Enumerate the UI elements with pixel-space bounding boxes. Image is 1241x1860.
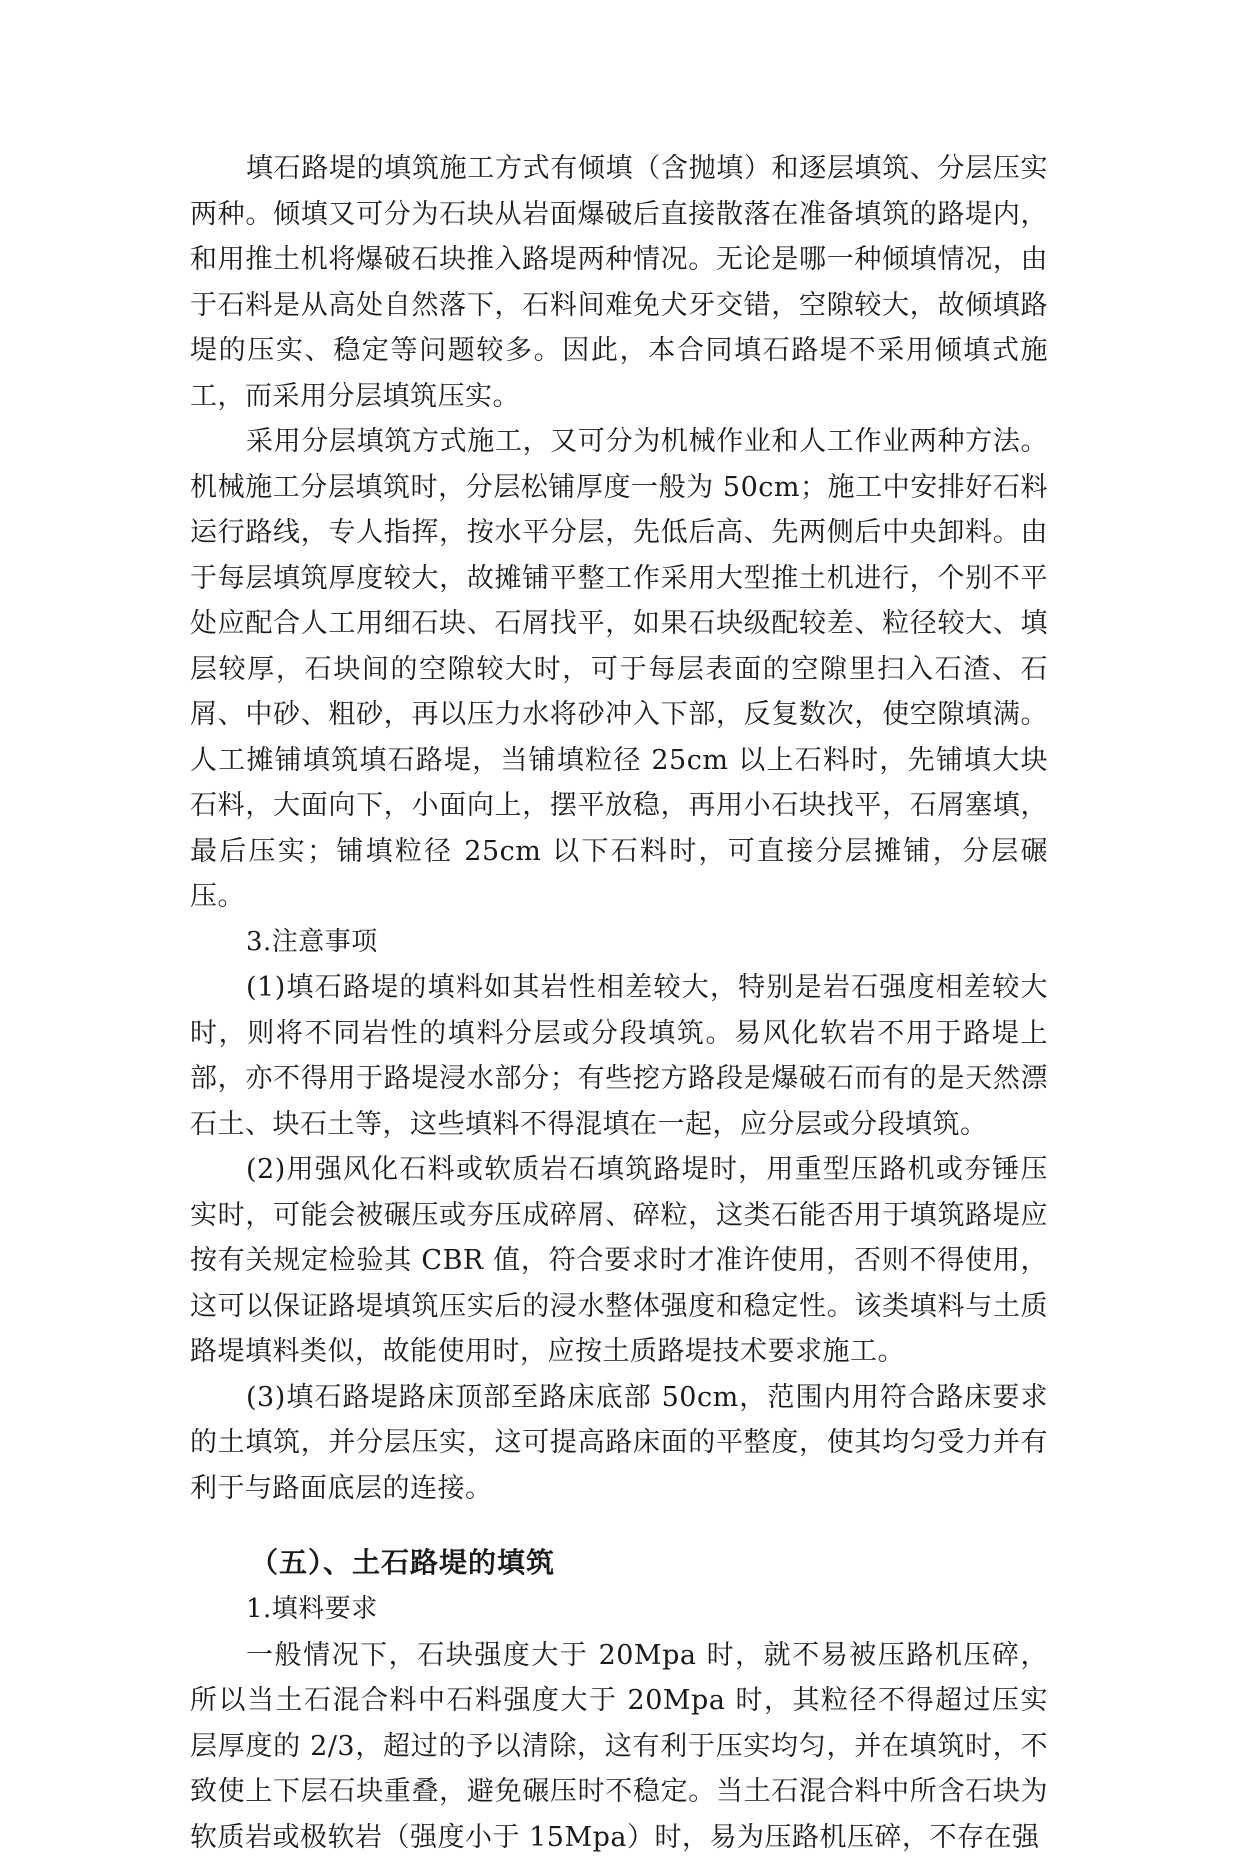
fill-requirements-heading: 1.填料要求	[190, 1587, 1048, 1633]
paragraph-fill-requirements: 一般情况下，石块强度大于 20Mpa 时，就不易被压路机压碎，所以当土石混合料中石料强度大于 20Mpa 时，其粒径不得超过压实层厚度的 2/3，超过的予以清除，这有利于压实均匀，并在填筑时，不致使上下层石块重叠，避免碾压时不稳定。当土石混合料中所含石块为软质岩或极软岩（强度小于 15Mpa）时，易为压路机压碎，不存在强	[190, 1633, 1048, 1860]
document-body	[190, 146, 1048, 1860]
paragraph-dump-fill-methods: 填石路堤的填筑施工方式有倾填（含抛填）和逐层填筑、分层压实两种。倾填又可分为石块从岩面爆破后直接散落在准备填筑的路堤内，和用推土机将爆破石块推入路堤两种情况。无论是哪一种倾填情况，由于石料是从高处自然落下，石料间难免犬牙交错，空隙较大，故倾填路堤的压实、稳定等问题较多。因此，本合同填石路堤不采用倾填式施工，而采用分层填筑压实。	[190, 146, 1048, 419]
note-item-3: (3)填石路堤路床顶部至路床底部 50cm，范围内用符合路床要求的土填筑，并分层压实，这可提高路床面的平整度，使其均匀受力并有利于与路面底层的连接。	[190, 1375, 1048, 1512]
note-item-1: (1)填石路堤的填料如其岩性相差较大，特别是岩石强度相差较大时，则将不同岩性的填料分层或分段填筑。易风化软岩不用于路堤上部，亦不得用于路堤浸水部分；有些挖方路段是爆破石而有的是天然漂石土、块石土等，这些填料不得混填在一起，应分层或分段填筑。	[190, 965, 1048, 1147]
paragraph-layered-fill: 采用分层填筑方式施工，又可分为机械作业和人工作业两种方法。机械施工分层填筑时，分层松铺厚度一般为 50cm；施工中安排好石料运行路线，专人指挥，按水平分层，先低后高、先两侧后中央卸料。由于每层填筑厚度较大，故摊铺平整工作采用大型推土机进行，个别不平处应配合人工用细石块、石屑找平，如果石块级配较差、粒径较大、填层较厚，石块间的空隙较大时，可于每层表面的空隙里扫入石渣、石屑、中砂、粗砂，再以压力水将砂冲入下部，反复数次，使空隙填满。人工摊铺填筑填石路堤，当铺填粒径 25cm 以上石料时，先铺填大块石料，大面向下，小面向上，摆平放稳，再用小石块找平，石屑塞填，最后压实；铺填粒径 25cm 以下石料时，可直接分层摊铺，分层碾压。	[190, 419, 1048, 920]
notes-heading: 3.注意事项	[190, 920, 1048, 966]
section-spacer	[190, 1511, 1048, 1539]
section-heading: （五）、土石路堤的填筑	[190, 1539, 1048, 1587]
note-item-2: (2)用强风化石料或软质岩石填筑路堤时，用重型压路机或夯锤压实时，可能会被碾压或夯压成碎屑、碎粒，这类石能否用于填筑路堤应按有关规定检验其 CBR 值，符合要求时才准许使用，否则不得使用，这可以保证路堤填筑压实后的浸水整体强度和稳定性。该类填料与土质路堤填料类似，故能使用时，应按土质路堤技术要求施工。	[190, 1147, 1048, 1375]
